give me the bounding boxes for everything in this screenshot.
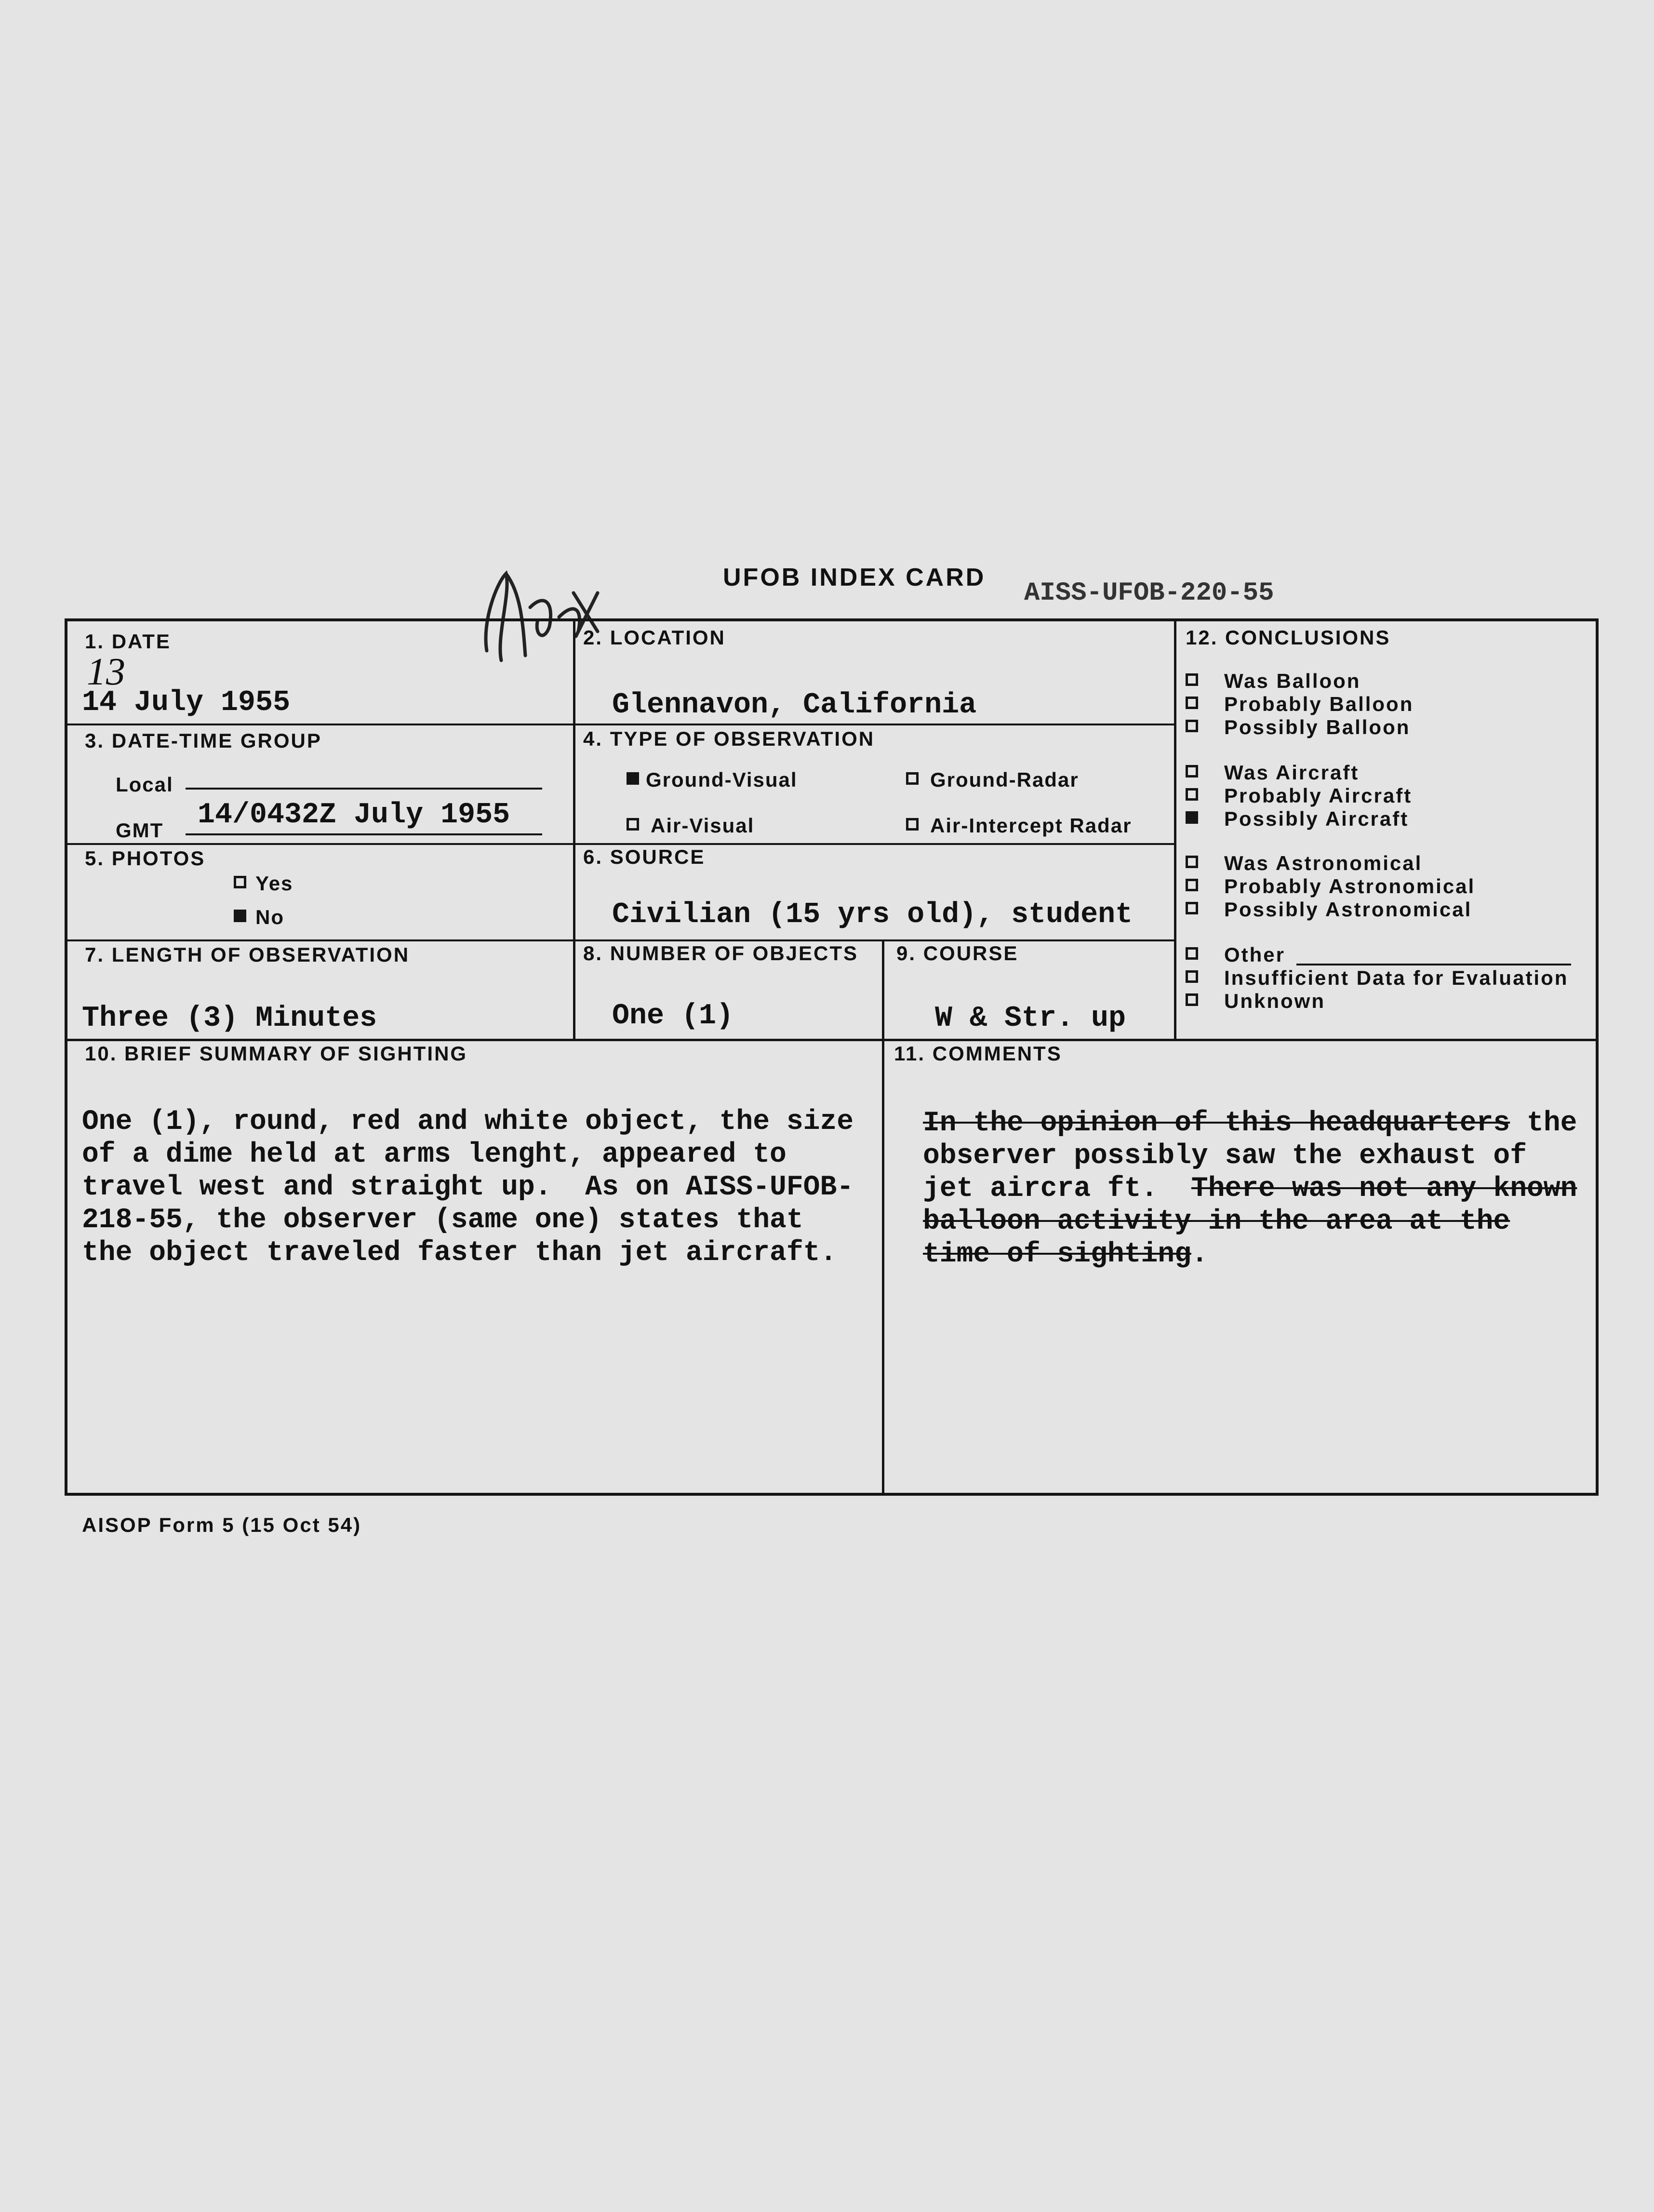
comments-struck-text: time of sighting: [923, 1239, 1191, 1270]
summary-label: 10. BRIEF SUMMARY OF SIGHTING: [85, 1042, 468, 1065]
checkbox-icon: [1186, 720, 1198, 732]
checkbox-icon: [234, 876, 246, 888]
conclusion-label: Was Balloon: [1224, 670, 1361, 692]
checkbox-icon: [1186, 697, 1198, 709]
num-objects-label: 8. NUMBER OF OBJECTS: [583, 942, 859, 965]
checkbox-icon: [1186, 673, 1198, 686]
comments-label: 11. COMMENTS: [894, 1042, 1062, 1065]
conclusion-label: Possibly Aircraft: [1224, 807, 1409, 830]
dtg-gmt-label: GMT: [116, 819, 164, 842]
summary-line: the object traveled faster than jet aircraft.: [82, 1237, 837, 1269]
source-label: 6. SOURCE: [583, 845, 706, 868]
checkbox-icon: [1186, 947, 1198, 960]
obs-ground-radar-label: Ground-Radar: [930, 768, 1079, 791]
checkbox-icon: [627, 818, 639, 831]
length-value: Three (3) Minutes: [82, 1002, 377, 1035]
card-title: UFOB INDEX CARD: [723, 563, 986, 591]
conclusions-list: [1186, 670, 1590, 1036]
conclusion-label: Probably Aircraft: [1224, 784, 1413, 807]
checkbox-icon: [1186, 788, 1198, 801]
comments-text-fragment: jet aircra ft.: [923, 1173, 1191, 1205]
comments-struck-text: There was not any known: [1191, 1173, 1577, 1205]
checkbox-checked-icon: [234, 910, 246, 922]
summary-line: One (1), round, red and white object, the size: [82, 1106, 854, 1138]
course-value: W & Str. up: [935, 1002, 1126, 1035]
conclusion-label: Was Astronomical: [1224, 852, 1423, 874]
course-label: 9. COURSE: [896, 942, 1019, 965]
photos-yes-label: Yes: [255, 872, 293, 895]
location-label: 2. LOCATION: [583, 626, 726, 649]
dtg-gmt-value: 14/0432Z July 1955: [198, 799, 510, 831]
index-card: [65, 618, 1599, 1496]
checkbox-icon: [906, 772, 919, 785]
checkbox-checked-icon: [627, 772, 639, 785]
source-value: Civilian (15 yrs old), student: [612, 898, 1133, 931]
form-footer: AISOP Form 5 (15 Oct 54): [82, 1514, 362, 1536]
conclusion-label: Unknown: [1224, 990, 1325, 1012]
checkbox-checked-icon: [1186, 811, 1198, 824]
checkbox-icon: [1186, 765, 1198, 778]
length-label: 7. LENGTH OF OBSERVATION: [85, 943, 410, 966]
conclusion-label: Probably Astronomical: [1224, 875, 1476, 898]
comments-struck-text: balloon activity in the area at the: [923, 1206, 1510, 1237]
conclusions-label: 12. CONCLUSIONS: [1186, 626, 1391, 649]
dtg-gmt-line: [186, 833, 542, 835]
summary-text: [82, 1106, 854, 1270]
num-objects-value: One (1): [612, 1000, 734, 1032]
conclusion-label: Insufficient Data for Evaluation: [1224, 966, 1569, 989]
dtg-local-label: Local: [116, 773, 173, 796]
checkbox-icon: [1186, 993, 1198, 1006]
location-value: Glennavon, California: [612, 689, 977, 722]
checkbox-icon: [1186, 856, 1198, 868]
dtg-local-line: [186, 788, 542, 790]
checkbox-icon: [1186, 902, 1198, 914]
other-line: [1296, 964, 1571, 965]
obs-ground-visual-label: Ground-Visual: [646, 768, 798, 791]
date-handwritten-correction: 13: [87, 651, 125, 693]
card-id: AISS-UFOB-220-55: [1024, 578, 1274, 608]
obs-air-visual-label: Air-Visual: [651, 814, 755, 837]
checkbox-icon: [1186, 970, 1198, 983]
conclusion-label: Was Aircraft: [1224, 761, 1360, 784]
summary-line: of a dime held at arms lenght, appeared to: [82, 1139, 787, 1170]
dtg-label: 3. DATE-TIME GROUP: [85, 729, 322, 752]
conclusion-label: Other: [1224, 943, 1286, 966]
comments-text-fragment: the: [1510, 1108, 1577, 1139]
observation-type-label: 4. TYPE OF OBSERVATION: [583, 727, 875, 750]
summary-line: 218-55, the observer (same one) states that: [82, 1205, 803, 1236]
photos-no-label: No: [255, 906, 284, 928]
checkbox-icon: [906, 818, 919, 831]
date-value: 14 July 1955: [82, 686, 291, 719]
comments-text-fragment: observer possibly saw the exhaust of: [923, 1140, 1527, 1172]
conclusion-label: Possibly Astronomical: [1224, 898, 1472, 921]
obs-air-intercept-radar-label: Air-Intercept Radar: [930, 814, 1132, 837]
conclusion-label: Possibly Balloon: [1224, 716, 1411, 738]
comments-text-fragment: .: [1191, 1239, 1208, 1270]
summary-line: travel west and straight up. As on AISS-UFOB-: [82, 1172, 854, 1203]
date-label: 1. DATE: [85, 630, 171, 653]
comments-struck-text: In the opinion of this headquarters: [923, 1108, 1510, 1139]
photos-label: 5. PHOTOS: [85, 847, 206, 870]
comments-text: [923, 1107, 1577, 1271]
conclusion-label: Probably Balloon: [1224, 693, 1414, 715]
checkbox-icon: [1186, 879, 1198, 891]
